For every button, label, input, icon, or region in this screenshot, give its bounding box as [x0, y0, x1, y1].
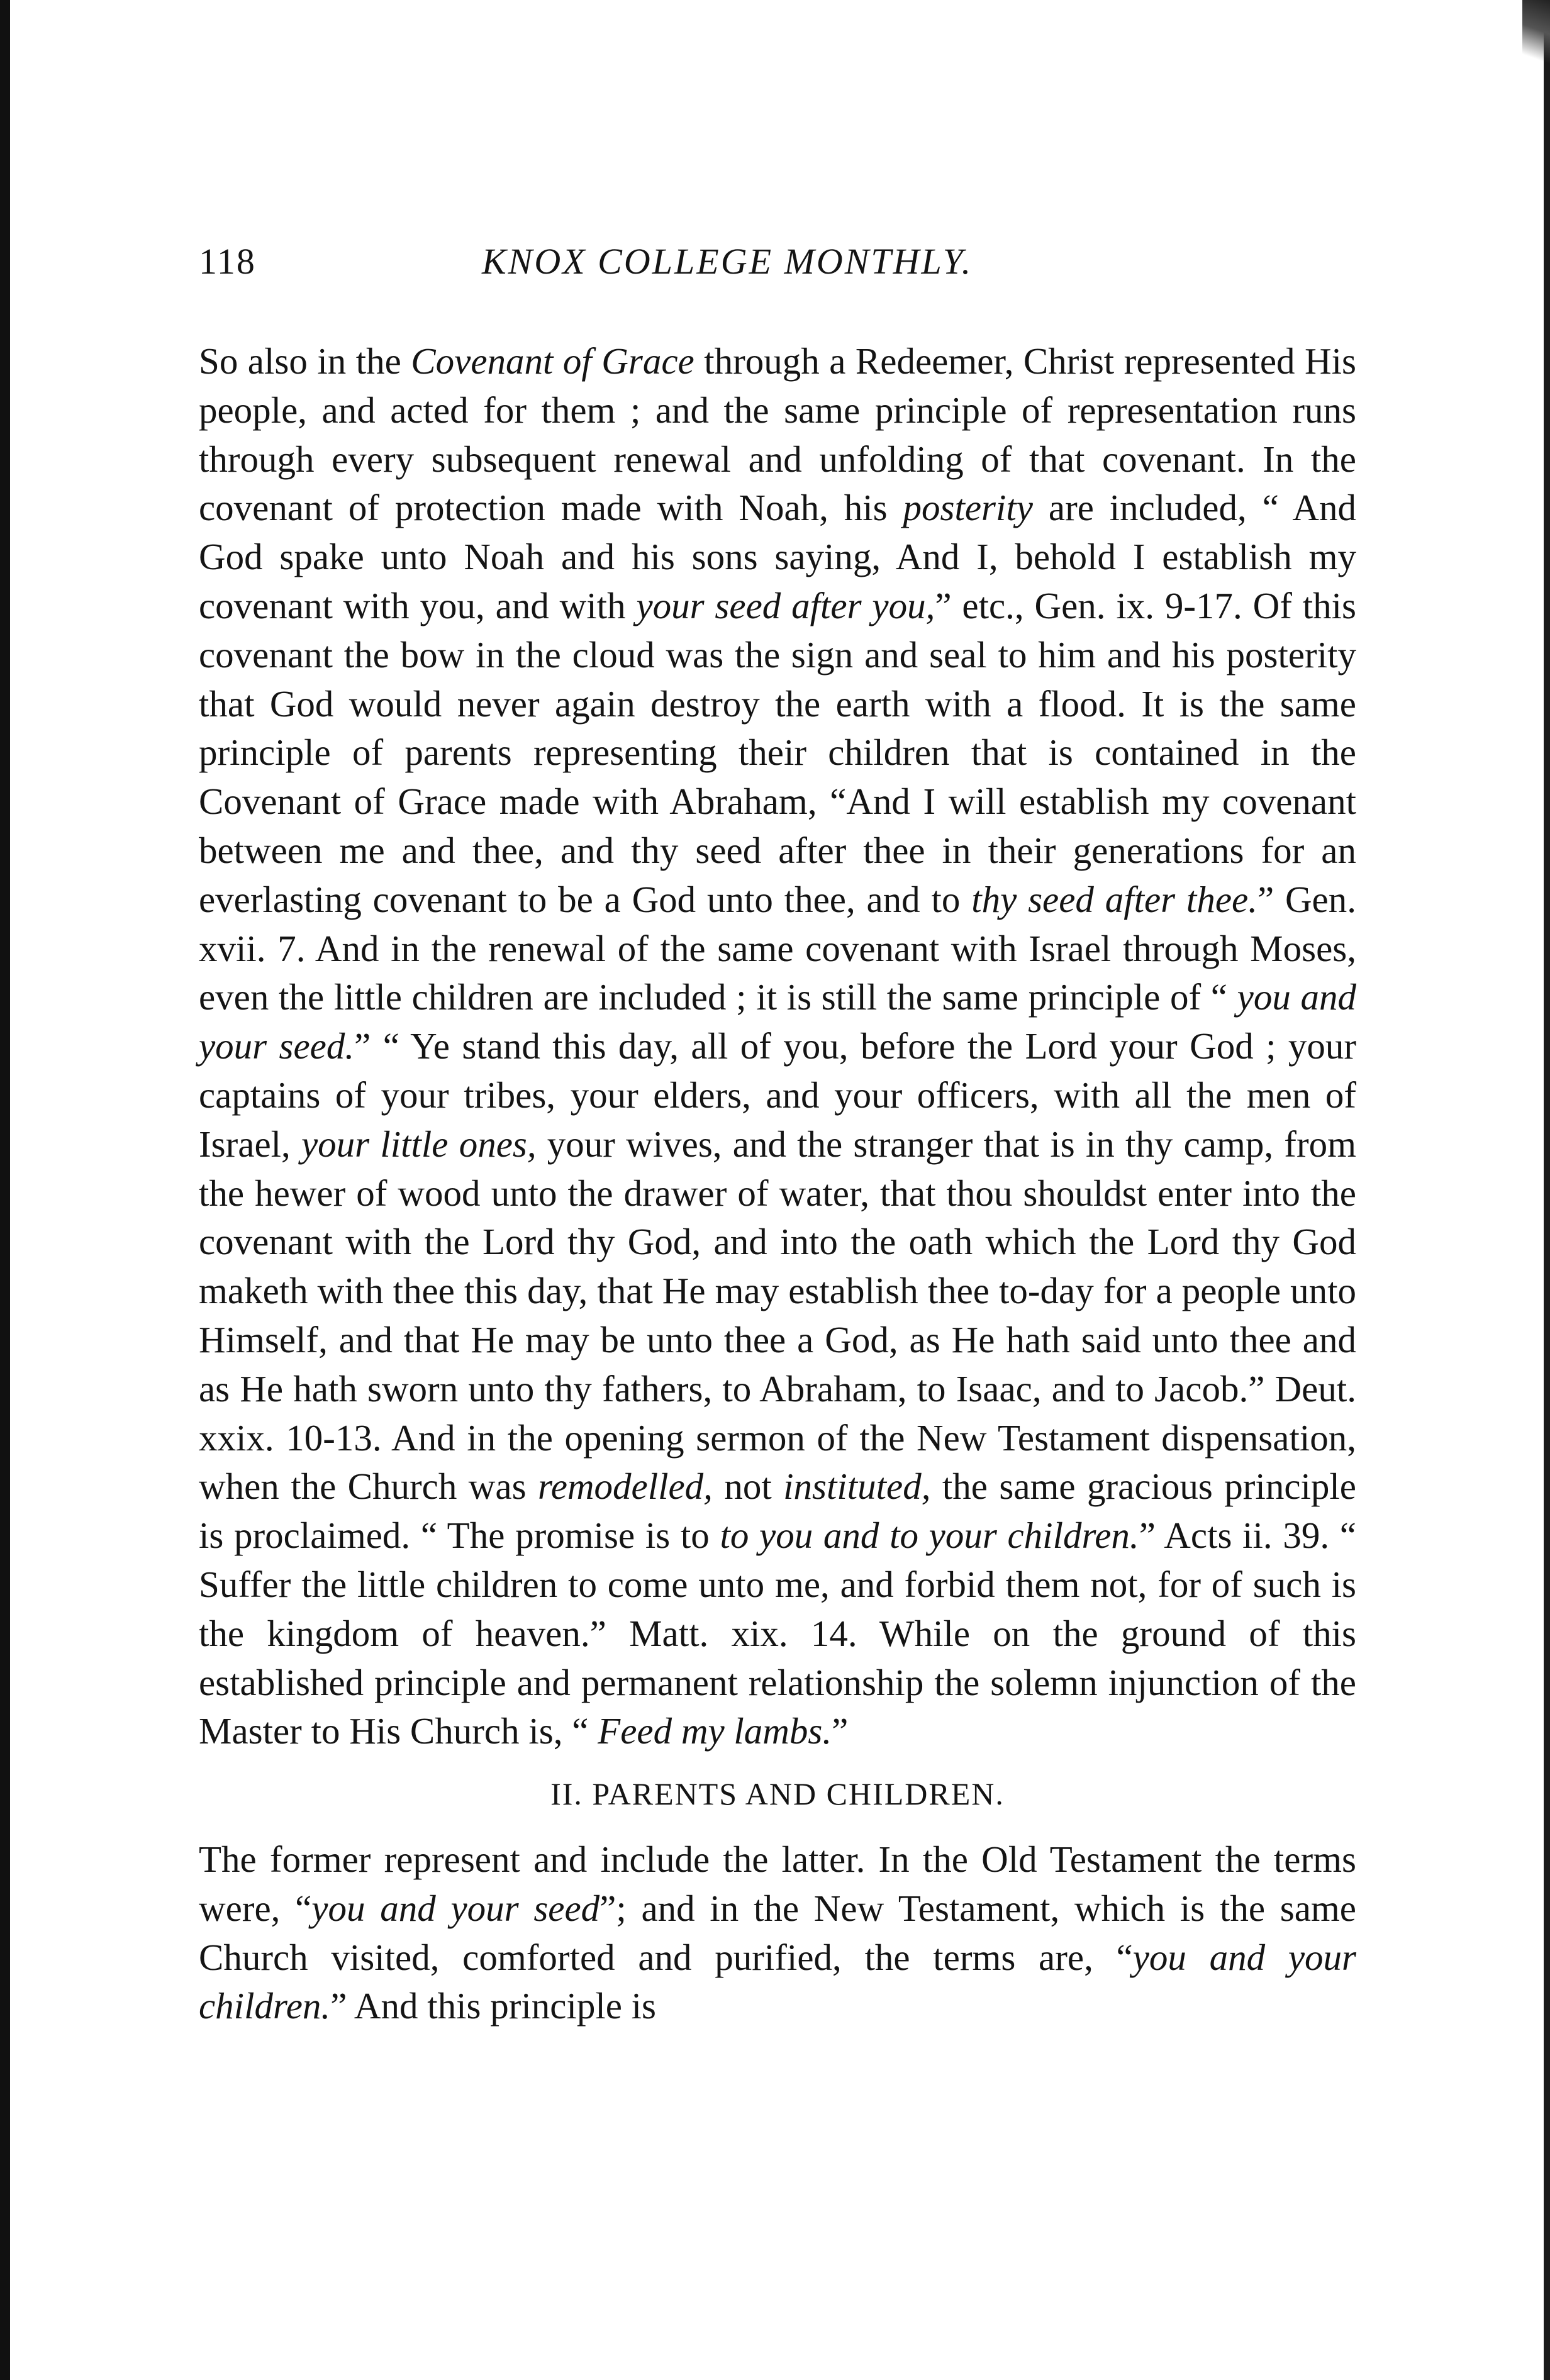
- text-run: So also in the: [199, 340, 411, 382]
- emphasis-text: you and your children.: [199, 1936, 1356, 2027]
- emphasis-text: your seed after you,: [636, 584, 935, 626]
- text-run: the same gracious principle is proclaimed. “ The promise is to: [199, 1465, 1356, 1557]
- text-run: The former represent and include the latter. In the Old Testament the terms were, “: [199, 1838, 1356, 1929]
- emphasis-text: your little ones,: [301, 1123, 537, 1165]
- paragraph-covenant-of-grace: [199, 337, 1356, 1756]
- article-body: [199, 337, 1356, 2031]
- journal-title: KNOX COLLEGE MONTHLY.: [482, 241, 973, 282]
- text-run: ”: [832, 1710, 849, 1752]
- emphasis-text: thy seed after thee.: [971, 878, 1257, 920]
- paragraph-parents-and-children: [199, 1835, 1356, 2031]
- scan-border-right: [1544, 0, 1550, 2380]
- text-run: ” etc., Gen. ix. 9-17. Of this covenant the bow in the cloud was the sign and seal to him and his posterity that God would never again destroy the earth with a flood. It is the same principle of parents representing their children that is contained in the Covenant of Grace made with Abraham, “And I will establish my covenant between me and thee, and thy seed after thee in their generations for an everlasting covenant to be a God unto thee, and to: [199, 584, 1356, 920]
- emphasis-text: you and your seed.: [199, 976, 1357, 1067]
- text-run: ” And this principle is: [330, 1985, 657, 2027]
- section-heading: II. PARENTS AND CHILDREN.: [550, 1776, 1005, 1812]
- text-run: are included, “ And God spake unto Noah and his sons saying, And I, behold I establish my covenant with you, and with: [199, 487, 1356, 626]
- emphasis-text: to you and to your children.: [720, 1515, 1139, 1557]
- scan-border-left: [0, 0, 10, 2380]
- emphasis-text: instituted,: [783, 1465, 931, 1508]
- running-head: [199, 240, 1356, 297]
- emphasis-text: posterity: [903, 487, 1033, 529]
- text-run: through a Redeemer, Christ represented His people, and acted for them ; and the same principle of representation runs through every subsequent renewal and unfolding of that covenant. In the covenant of protection made with Noah, his: [199, 340, 1357, 529]
- text-run: ” Acts ii. 39. “ Suffer the little children to come unto me, and forbid them not, for of such is the kingdom of heaven.” Matt. xix. 14. While on the ground of this established principle and permanent relationship the solemn injunction of the Master to His Church is, “: [199, 1515, 1356, 1752]
- text-run: ” “ Ye stand this day, all of you, before the Lord your God ; your captains of your tribes, your elders, and your officers, with all the men of Israel,: [199, 1025, 1357, 1165]
- scan-corner-shadow: [1522, 0, 1550, 75]
- emphasis-text: Covenant of Grace: [411, 340, 694, 382]
- page-number: 118: [199, 241, 256, 282]
- text-run: ” Gen. xvii. 7. And in the renewal of the same covenant with Israel through Moses, even the little children are included ; it is still the same principle of “: [199, 878, 1356, 1018]
- emphasis-text: remodelled,: [537, 1465, 713, 1508]
- emphasis-text: Feed my lambs.: [598, 1710, 832, 1752]
- text-run: your wives, and the stranger that is in thy camp, from the hewer of wood unto the drawer of water, that thou shouldst enter into the covenant with the Lord thy God, and into the oath which the Lord thy God maketh with thee this day, that He may establish thee to-day for a people unto Himself, and that He may be unto thee a God, as He hath said unto thee and as He hath sworn unto thy fathers, to Abraham, to Isaac, and to Jacob.” Deut. xxix. 10-13. And in the opening sermon of the New Testament dispensation, when the Church was: [199, 1123, 1356, 1508]
- text-run: ”; and in the New Testament, which is the same Church visited, comforted and purified, the terms are, “: [199, 1887, 1356, 1978]
- emphasis-text: you and your seed: [311, 1887, 600, 1929]
- text-run: not: [712, 1465, 784, 1508]
